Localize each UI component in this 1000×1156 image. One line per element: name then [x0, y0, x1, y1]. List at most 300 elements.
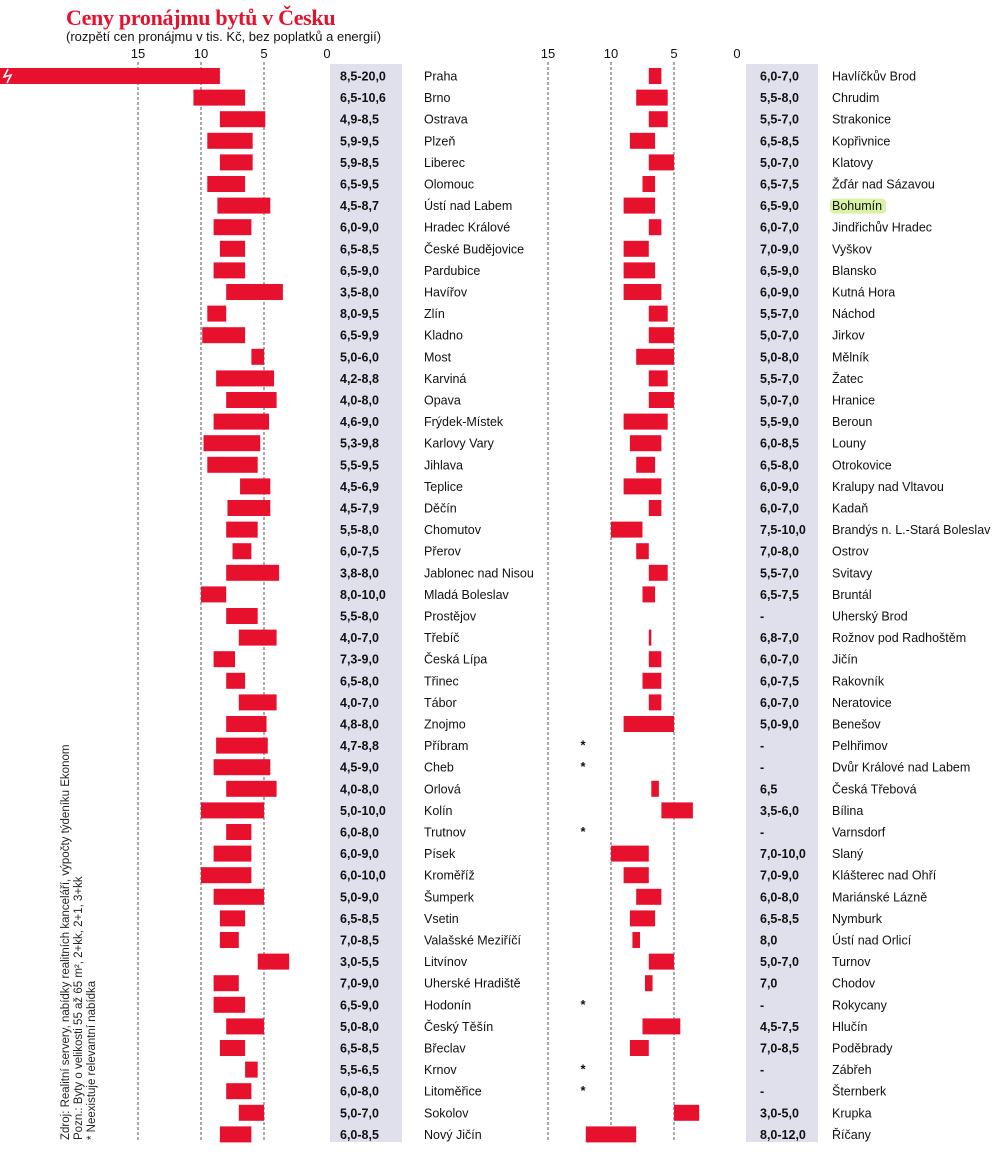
- city-label: Kralupy nad Vltavou: [832, 479, 944, 494]
- range-bar: [649, 327, 674, 343]
- range-value-label: 6,0-8,0: [760, 890, 799, 905]
- city-label: Brno: [424, 91, 451, 106]
- city-label: Benešov: [832, 717, 881, 732]
- range-value-label: 5,5-9,5: [340, 458, 379, 473]
- city-label: Třinec: [424, 674, 459, 689]
- range-bar: [226, 392, 276, 408]
- range-value-label: 6,5-10,6: [340, 91, 386, 106]
- range-value-label: 5,3-9,8: [340, 436, 379, 451]
- range-bar: [220, 910, 245, 926]
- range-bar: [226, 284, 283, 300]
- range-bar: [649, 154, 674, 170]
- range-bar: [611, 522, 643, 538]
- source-note: [60, 745, 99, 1140]
- city-label: Náchod: [832, 307, 876, 322]
- range-value-label: 7,0-10,0: [760, 847, 806, 862]
- range-bar: [226, 1018, 264, 1034]
- range-bar: [240, 478, 270, 494]
- range-bar: [643, 673, 662, 689]
- chart-title: Ceny pronájmu bytů v Česku: [66, 5, 336, 30]
- range-bar: [226, 522, 258, 538]
- range-value-label: 4,2-8,8: [340, 371, 379, 386]
- range-bar: [226, 673, 245, 689]
- range-value-label: 3,5-8,0: [340, 285, 379, 300]
- city-label: Český Těšín: [424, 1019, 494, 1034]
- range-value-label: 4,6-9,0: [340, 415, 379, 430]
- no-data-marker: *: [580, 1061, 586, 1077]
- range-bar: [258, 954, 290, 970]
- no-data-marker: *: [580, 1083, 586, 1099]
- range-value-label: -: [760, 739, 765, 754]
- range-value-label: 6,0-10,0: [340, 868, 386, 883]
- city-label: Uherské Hradiště: [424, 976, 521, 991]
- range-bar: [630, 910, 655, 926]
- range-value-label: 5,5-6,5: [340, 1063, 379, 1078]
- range-bar: [636, 457, 655, 473]
- city-label: Kolín: [424, 803, 453, 818]
- range-value-label: 4,9-8,5: [340, 112, 379, 127]
- city-label: Česká Lípa: [424, 652, 488, 667]
- range-value-label: 6,0-8,5: [340, 1127, 379, 1142]
- range-bar: [636, 349, 674, 365]
- range-bar: [624, 867, 649, 883]
- range-bar: [207, 306, 226, 322]
- city-label: Uherský Brod: [832, 609, 908, 624]
- city-label: Litvínov: [424, 955, 468, 970]
- range-value-label: 6,0-8,0: [340, 1084, 379, 1099]
- range-value-label: 5,9-9,5: [340, 134, 379, 149]
- range-value-label: 5,0-8,0: [760, 350, 799, 365]
- no-data-marker: *: [580, 737, 586, 753]
- city-label: Žďár nad Sázavou: [832, 177, 935, 192]
- range-value-label: 4,5-9,0: [340, 760, 379, 775]
- note-line: Pozn.: Byty o velikosti 55 až 65 m², 2+kk, 2+1, 3+kk: [73, 876, 85, 1140]
- range-value-label: 6,0-7,5: [760, 674, 799, 689]
- asterisk-note-line: * Neexistuje relevantní nabídka: [86, 980, 98, 1140]
- city-label: Česká Třebová: [832, 782, 917, 797]
- city-label: Břeclav: [424, 1041, 466, 1056]
- city-label: Klášterec nad Ohří: [832, 868, 937, 883]
- city-label: Bílina: [832, 803, 864, 818]
- city-label: Havlíčkův Brod: [832, 69, 917, 84]
- city-label: Pelhřimov: [832, 739, 888, 754]
- city-label: Vsetin: [424, 911, 459, 926]
- range-value-label: 6,0-9,0: [760, 479, 799, 494]
- city-label: Louny: [832, 436, 867, 451]
- range-bar: [204, 435, 261, 451]
- range-value-label: 3,5-6,0: [760, 803, 799, 818]
- range-bar: [649, 370, 668, 386]
- range-bar: [632, 932, 640, 948]
- range-value-label: 6,0-9,0: [340, 847, 379, 862]
- range-value-label: 5,5-8,0: [760, 91, 799, 106]
- range-bar: [674, 1105, 699, 1121]
- x-tick-label: 15: [540, 46, 556, 61]
- range-value-label: 4,5-7,9: [340, 501, 379, 516]
- range-value-label: 5,5-7,0: [760, 112, 799, 127]
- range-value-label: -: [760, 1084, 765, 1099]
- x-tick-label: 0: [733, 46, 741, 61]
- range-bar: [226, 824, 251, 840]
- no-data-marker: *: [580, 824, 586, 839]
- city-label: Turnov: [832, 955, 871, 970]
- no-data-marker: *: [580, 759, 586, 775]
- range-value-label: 5,5-9,0: [760, 415, 799, 430]
- range-value-label: 6,0-7,0: [760, 501, 799, 516]
- city-label: Nový Jičín: [424, 1127, 482, 1142]
- range-bar: [220, 154, 253, 170]
- city-label: České Budějovice: [424, 242, 525, 257]
- range-value-label: 8,0-12,0: [760, 1127, 806, 1142]
- source-line: Zdroj: Realitní servery, nabídky realitních kanceláří, výpočty týdeníku Ekonom: [60, 744, 72, 1140]
- city-label: Vyškov: [832, 242, 872, 257]
- city-label: Rakovník: [832, 674, 885, 689]
- range-bar: [651, 781, 659, 797]
- city-label: Písek: [424, 847, 456, 862]
- city-label: Mariánské Lázně: [832, 890, 928, 905]
- city-label: Kadaň: [832, 501, 869, 516]
- range-value-label: 6,5: [760, 782, 778, 797]
- range-value-label: 8,5-20,0: [340, 69, 386, 84]
- range-value-label: 6,0-7,0: [760, 69, 799, 84]
- range-value-label: -: [760, 998, 765, 1013]
- range-value-label: 3,8-8,0: [340, 566, 379, 581]
- city-label: Hlučín: [832, 1019, 868, 1034]
- range-bar: [636, 90, 668, 106]
- range-bar: [643, 586, 656, 602]
- city-label: Strakonice: [832, 112, 892, 127]
- x-tick-label: 10: [193, 46, 209, 61]
- city-label: Ostrov: [832, 544, 869, 559]
- city-label: Příbram: [424, 739, 469, 754]
- range-value-label: 6,5-8,5: [760, 911, 799, 926]
- range-value-label: 4,5-6,9: [340, 479, 379, 494]
- range-value-label: 5,0-10,0: [340, 803, 386, 818]
- range-bar: [216, 738, 268, 754]
- range-value-label: 8,0: [760, 933, 778, 948]
- range-bar: [214, 889, 264, 905]
- range-value-label: 7,0-9,0: [340, 976, 379, 991]
- city-label: Valašské Meziříčí: [424, 933, 522, 948]
- range-value-label: 3,0-5,0: [760, 1106, 799, 1121]
- range-value-label: 5,9-8,5: [340, 155, 379, 170]
- range-bar: [649, 500, 662, 516]
- city-label: Znojmo: [424, 717, 466, 732]
- range-value-label: 7,0: [760, 976, 778, 991]
- range-bar: [226, 1083, 251, 1099]
- range-bar: [624, 716, 674, 732]
- x-tick-label: 15: [130, 46, 146, 61]
- city-label: Neratovice: [832, 695, 892, 710]
- range-bar: [636, 543, 649, 559]
- city-label: Opava: [424, 393, 461, 408]
- range-value-label: 5,0-7,0: [760, 393, 799, 408]
- range-value-label: 4,5-8,7: [340, 199, 379, 214]
- range-value-label: 6,5-8,0: [760, 458, 799, 473]
- x-tick-label: 5: [260, 46, 268, 61]
- range-value-label: 5,0-7,0: [760, 155, 799, 170]
- range-bar: [611, 846, 649, 862]
- city-label: Prostějov: [424, 609, 477, 624]
- range-bar: [226, 716, 266, 732]
- city-label: Bruntál: [832, 587, 872, 602]
- range-value-label: 6,5-9,0: [340, 263, 379, 278]
- range-value-label: 6,5-8,5: [340, 1041, 379, 1056]
- range-value-label: 4,7-8,8: [340, 739, 379, 754]
- range-bar: [649, 219, 662, 235]
- city-label: Jirkov: [832, 328, 865, 343]
- range-bar: [643, 1018, 681, 1034]
- range-value-label: 6,0-8,0: [340, 825, 379, 840]
- city-label: Brandýs n. L.-Stará Boleslav: [832, 523, 991, 538]
- city-label: Praha: [424, 69, 458, 84]
- range-bar: [201, 867, 251, 883]
- range-value-label: 7,5-10,0: [760, 523, 806, 538]
- city-label: Litoměřice: [424, 1084, 482, 1099]
- range-value-label: 4,5-7,5: [760, 1019, 799, 1034]
- range-bar: [214, 262, 246, 278]
- range-bar: [226, 608, 258, 624]
- range-bar: [251, 349, 264, 365]
- range-value-label: 5,0-8,0: [340, 1019, 379, 1034]
- range-bar: [630, 1040, 649, 1056]
- range-bar: [207, 133, 252, 149]
- range-value-label: 7,0-9,0: [760, 242, 799, 257]
- city-label: Blansko: [832, 263, 877, 278]
- city-label: Chomutov: [424, 523, 481, 538]
- range-bar: [214, 997, 246, 1013]
- city-label: Mladá Boleslav: [424, 587, 509, 602]
- range-value-label: 6,0-9,0: [340, 220, 379, 235]
- range-bar: [630, 435, 662, 451]
- range-value-label: 7,0-8,5: [340, 933, 379, 948]
- city-label: Bohumín: [832, 199, 883, 214]
- range-value-label: 5,5-7,0: [760, 371, 799, 386]
- city-label: Frýdek-Místek: [424, 415, 504, 430]
- city-label: Ústí nad Labem: [424, 199, 513, 214]
- range-bar: [214, 759, 271, 775]
- range-bar: [207, 457, 257, 473]
- city-label: Krupka: [832, 1106, 872, 1121]
- x-tick-label: 0: [323, 46, 331, 61]
- range-value-label: 6,0-8,5: [760, 436, 799, 451]
- range-value-label: 5,0-9,0: [340, 890, 379, 905]
- range-bar: [201, 586, 226, 602]
- range-value-label: 4,8-8,0: [340, 717, 379, 732]
- no-data-marker: *: [580, 996, 586, 1012]
- range-bar: [624, 284, 662, 300]
- city-label: Hodonín: [424, 998, 472, 1013]
- range-bar: [226, 565, 279, 581]
- city-label: Pardubice: [424, 263, 481, 278]
- range-bar: [649, 954, 674, 970]
- city-label: Plzeň: [424, 134, 456, 149]
- range-bar: [586, 1126, 636, 1142]
- range-bar: [630, 133, 655, 149]
- range-value-label: 7,3-9,0: [340, 652, 379, 667]
- city-label: Most: [424, 350, 452, 365]
- city-label: Krnov: [424, 1063, 457, 1078]
- range-value-label: 6,0-7,5: [340, 544, 379, 559]
- range-bar: [216, 370, 274, 386]
- city-label: Sokolov: [424, 1106, 469, 1121]
- city-label: Jihlava: [424, 458, 463, 473]
- range-value-label: 7,0-8,5: [760, 1041, 799, 1056]
- range-bar: [649, 630, 652, 646]
- range-bar: [193, 90, 245, 106]
- range-bar: [661, 802, 693, 818]
- range-bar: [645, 975, 653, 991]
- range-value-label: 4,0-8,0: [340, 782, 379, 797]
- range-value-label: 5,5-7,0: [760, 566, 799, 581]
- city-label: Otrokovice: [832, 458, 892, 473]
- range-value-label: 6,5-9,5: [340, 177, 379, 192]
- range-value-label: 5,5-7,0: [760, 307, 799, 322]
- range-value-label: 5,0-7,0: [760, 955, 799, 970]
- range-value-label: 8,0-9,5: [340, 307, 379, 322]
- range-value-label: 6,5-7,5: [760, 177, 799, 192]
- range-value-label: 5,0-7,0: [340, 1106, 379, 1121]
- city-label: Varnsdorf: [832, 825, 886, 840]
- city-label: Mělník: [832, 350, 869, 365]
- range-bar: [214, 219, 252, 235]
- range-bar: [220, 111, 265, 127]
- range-value-label: -: [760, 609, 765, 624]
- range-value-label: 6,5-9,9: [340, 328, 379, 343]
- range-bar: [649, 565, 668, 581]
- city-label: Jablonec nad Nisou: [424, 566, 534, 581]
- city-label: Chrudim: [832, 91, 880, 106]
- range-bar: [226, 781, 276, 797]
- range-bar: [624, 241, 649, 257]
- city-label: Orlová: [424, 782, 461, 797]
- city-label: Nymburk: [832, 911, 883, 926]
- range-value-label: 8,0-10,0: [340, 587, 386, 602]
- range-value-label: 7,0-8,0: [760, 544, 799, 559]
- range-bar: [624, 478, 662, 494]
- city-label: Tábor: [424, 695, 457, 710]
- range-value-label: 3,0-5,5: [340, 955, 379, 970]
- range-value-label: 6,5-9,0: [340, 998, 379, 1013]
- city-label: Šumperk: [424, 890, 475, 905]
- range-value-label: 6,5-9,0: [760, 263, 799, 278]
- range-bar: [214, 414, 269, 430]
- range-bar: [220, 932, 239, 948]
- range-bar: [624, 262, 656, 278]
- city-label: Trutnov: [424, 825, 466, 840]
- range-value-label: 6,0-9,0: [760, 285, 799, 300]
- range-bar: [239, 694, 277, 710]
- range-bar: [207, 176, 245, 192]
- city-label: Dvůr Králové nad Labem: [832, 760, 971, 775]
- range-bar: [214, 846, 252, 862]
- range-value-label: -: [760, 1063, 765, 1078]
- range-value-label: 6,0-7,0: [760, 695, 799, 710]
- city-label: Svitavy: [832, 566, 873, 581]
- range-value-label: 7,0-9,0: [760, 868, 799, 883]
- city-label: Šternberk: [832, 1084, 887, 1099]
- range-value-label: 6,0-7,0: [760, 652, 799, 667]
- city-label: Beroun: [832, 415, 873, 430]
- city-label: Rokycany: [832, 998, 887, 1013]
- range-value-label: -: [760, 825, 765, 840]
- city-label: Klatovy: [832, 155, 873, 170]
- x-tick-label: 10: [603, 46, 619, 61]
- range-bar: [649, 306, 668, 322]
- range-bar: [649, 694, 662, 710]
- range-bar: [220, 1040, 245, 1056]
- city-label: Olomouc: [424, 177, 475, 192]
- range-value-label: 6,5-8,0: [340, 674, 379, 689]
- range-value-label: 5,0-9,0: [760, 717, 799, 732]
- range-value-label: 6,0-7,0: [760, 220, 799, 235]
- range-value-label: 6,5-9,0: [760, 199, 799, 214]
- city-label: Přerov: [424, 544, 461, 559]
- range-bar: [214, 975, 239, 991]
- range-value-label: 4,0-7,0: [340, 695, 379, 710]
- range-value-label: 4,0-7,0: [340, 631, 379, 646]
- city-label: Jičín: [832, 652, 858, 667]
- city-label: Hradec Králové: [424, 220, 511, 235]
- range-bar: [201, 802, 264, 818]
- city-label: Říčany: [832, 1127, 871, 1142]
- city-label: Žatec: [832, 371, 864, 386]
- range-value-label: 4,0-8,0: [340, 393, 379, 408]
- range-bar: [220, 1126, 252, 1142]
- city-label: Poděbrady: [832, 1041, 893, 1056]
- range-bar: [227, 500, 270, 516]
- city-label: Jindřichův Hradec: [832, 220, 933, 235]
- city-label: Cheb: [424, 760, 454, 775]
- city-label: Slaný: [832, 847, 864, 862]
- range-value-label: 5,0-7,0: [760, 328, 799, 343]
- city-label: Kladno: [424, 328, 463, 343]
- range-bar: [233, 543, 252, 559]
- range-value-label: 5,5-8,0: [340, 609, 379, 624]
- range-bar: [649, 392, 674, 408]
- range-bar: [649, 651, 662, 667]
- range-bar: [649, 68, 662, 84]
- range-value-label: -: [760, 760, 765, 775]
- x-tick-label: 5: [670, 46, 678, 61]
- range-bar: [217, 198, 270, 214]
- city-label: Hranice: [832, 393, 876, 408]
- city-label: Havířov: [424, 285, 468, 300]
- city-label: Třebíč: [424, 631, 460, 646]
- city-label: Zlín: [424, 307, 445, 322]
- range-value-label: 5,0-6,0: [340, 350, 379, 365]
- range-bar: [202, 327, 245, 343]
- city-label: Ostrava: [424, 112, 468, 127]
- city-label: Liberec: [424, 155, 465, 170]
- range-bar: [239, 630, 277, 646]
- range-value-label: 6,5-8,5: [340, 911, 379, 926]
- city-label: Karlovy Vary: [424, 436, 494, 451]
- range-bar: [214, 651, 235, 667]
- city-label: Karviná: [424, 371, 467, 386]
- city-label: Děčín: [424, 501, 457, 516]
- city-label: Kutná Hora: [832, 285, 896, 300]
- range-value-label: 6,5-7,5: [760, 587, 799, 602]
- range-bar: [643, 176, 656, 192]
- range-value-label: 6,5-8,5: [760, 134, 799, 149]
- city-label: Teplice: [424, 479, 463, 494]
- range-value-label: 6,5-8,5: [340, 242, 379, 257]
- city-label: Ústí nad Orlicí: [832, 933, 912, 948]
- city-label: Rožnov pod Radhoštěm: [832, 631, 967, 646]
- city-label: Zábřeh: [832, 1063, 872, 1078]
- chart-subtitle: (rozpětí cen pronájmu v tis. Kč, bez poplatků a energií): [66, 29, 382, 44]
